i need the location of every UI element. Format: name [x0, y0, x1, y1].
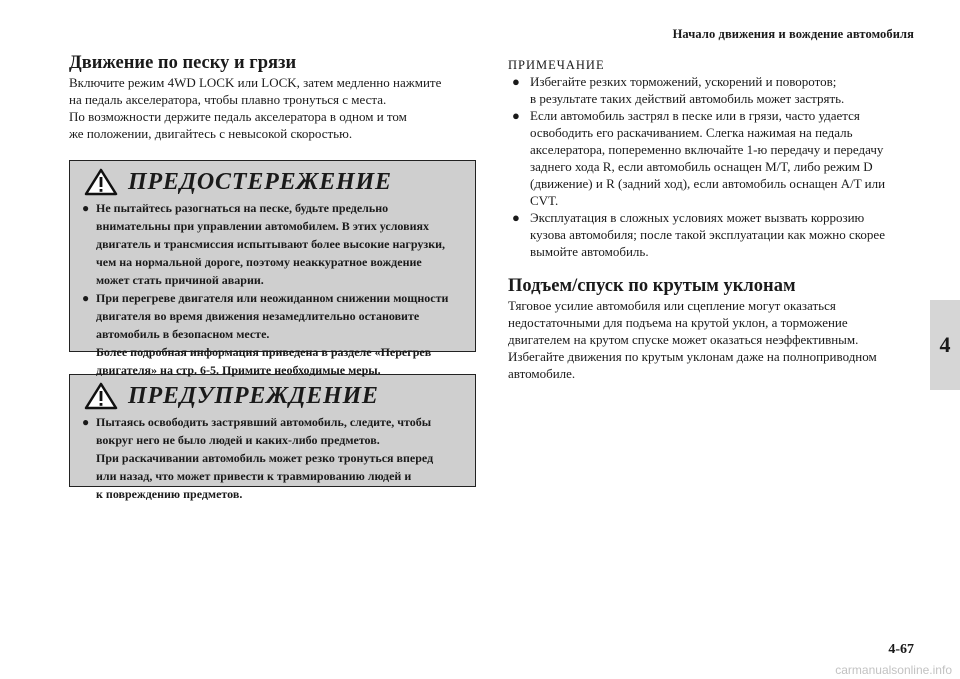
- warning-triangle-icon: [84, 168, 118, 196]
- running-header: Начало движения и вождение автомобиля: [672, 27, 914, 41]
- warning-triangle-icon: [84, 382, 118, 410]
- intro-line: же положении, двигайтесь с невысокой скоростью.: [69, 126, 353, 141]
- caution-line: При раскачивании автомобиль может резко тронуться вперед: [96, 451, 434, 465]
- warning-item: [82, 199, 463, 289]
- caution-item: [82, 413, 463, 503]
- intro-line: на педаль акселератора, чтобы плавно тронуться с места.: [69, 92, 387, 107]
- page-number: 4-67: [888, 642, 914, 657]
- right-column: [508, 57, 916, 382]
- bullet-icon: ●: [82, 201, 90, 215]
- caution-line: Пытаясь освободить застрявший автомобиль, следите, чтобы: [96, 415, 432, 429]
- body-line: Тяговое усилие автомобиля или сцепление могут оказаться: [508, 298, 836, 313]
- note-line: вымойте автомобиль.: [530, 244, 649, 259]
- note-line: CVT.: [530, 193, 559, 208]
- chapter-number: 4: [939, 332, 951, 357]
- section-title-slopes: Подъем/спуск по крутым уклонам: [508, 276, 796, 296]
- warning-line: внимательны при управлении автомобилем. В этих условиях: [96, 219, 430, 233]
- bullet-icon: ●: [512, 108, 520, 123]
- caution-line: вокруг него не было людей и каких-либо предметов.: [96, 433, 380, 447]
- note-line: Эксплуатация в сложных условиях может вызвать коррозию: [530, 210, 865, 225]
- caution-box-body: [82, 413, 463, 503]
- warning-line: может стать причиной аварии.: [96, 273, 264, 287]
- note-line: акселератора, попеременно включайте 1-ю передачу и передачу: [530, 142, 884, 157]
- warning-box: [69, 160, 476, 377]
- note-line: кузова автомобиля; после такой эксплуатации как можно скорее: [530, 227, 885, 242]
- note-list: [508, 73, 916, 260]
- warning-line: При перегреве двигателя или неожиданном снижении мощности: [96, 291, 449, 305]
- note-item: [508, 73, 916, 107]
- caution-box-title: ПРЕДУПРЕЖДЕНИЕ: [128, 382, 379, 409]
- body-line: двигателем на крутом спуске может оказаться неэффективным.: [508, 332, 859, 347]
- warning-item: [82, 289, 463, 379]
- note-line: Если автомобиль застрял в песке или в грязи, часто удается: [530, 108, 860, 123]
- note-item: [508, 107, 916, 209]
- left-column: [69, 52, 476, 501]
- caution-box: [69, 374, 476, 501]
- section-body-slopes: [508, 297, 916, 382]
- caution-line: или назад, что может привести к травмированию людей и: [96, 469, 412, 483]
- body-line: Избегайте движения по крутым уклонам даже на полноприводном: [508, 349, 877, 364]
- warning-line: автомобиль в безопасном месте.: [96, 327, 270, 341]
- section-title-sand: Движение по песку и грязи: [69, 53, 297, 73]
- body-line: автомобиле.: [508, 366, 576, 381]
- warning-line: чем на нормальной дороге, поэтому неаккуратное вождение: [96, 255, 422, 269]
- body-line: недостаточными для подъема на крутой уклон, а торможение: [508, 315, 848, 330]
- warning-line: Не пытайтесь разогнаться на песке, будьте предельно: [96, 201, 389, 215]
- section-intro: [69, 74, 476, 142]
- note-item: [508, 209, 916, 260]
- caution-line: к повреждению предметов.: [96, 487, 243, 501]
- warning-line: двигатель и трансмиссия испытывают более высокие нагрузки,: [96, 237, 446, 251]
- warning-box-body: [82, 199, 463, 379]
- warning-box-title: ПРЕДОСТЕРЕЖЕНИЕ: [128, 168, 392, 195]
- bullet-icon: ●: [512, 74, 520, 89]
- note-line: в результате таких действий автомобиль может застрять.: [530, 91, 845, 106]
- caution-box-header: [84, 381, 463, 411]
- bullet-icon: ●: [512, 210, 520, 225]
- note-line: освободить его раскачиванием. Слегка нажимая на педаль: [530, 125, 853, 140]
- intro-line: Включите режим 4WD LOCK или LOCK, затем медленно нажмите: [69, 75, 442, 90]
- warning-line: Более подробная информация приведена в разделе «Перегрев: [96, 345, 432, 359]
- note-line: заднего хода R, если автомобиль оснащен M/T, либо режим D: [530, 159, 873, 174]
- warning-line: двигателя во время движения незамедлительно остановите: [96, 309, 420, 323]
- chapter-tab: [930, 300, 960, 390]
- warning-box-header: [84, 167, 463, 197]
- warning-line: двигателя» на стр. 6-5. Примите необходимые меры.: [96, 363, 381, 377]
- intro-line: По возможности держите педаль акселератора в одном и том: [69, 109, 407, 124]
- note-line: Избегайте резких торможений, ускорений и поворотов;: [530, 74, 837, 89]
- watermark: carmanualsonline.info: [835, 663, 952, 677]
- note-line: (движение) и R (задний ход), если автомобиль оснащен A/T или: [530, 176, 886, 191]
- note-title: ПРИМЕЧАНИЕ: [508, 58, 605, 72]
- bullet-icon: ●: [82, 291, 90, 305]
- bullet-icon: ●: [82, 415, 90, 429]
